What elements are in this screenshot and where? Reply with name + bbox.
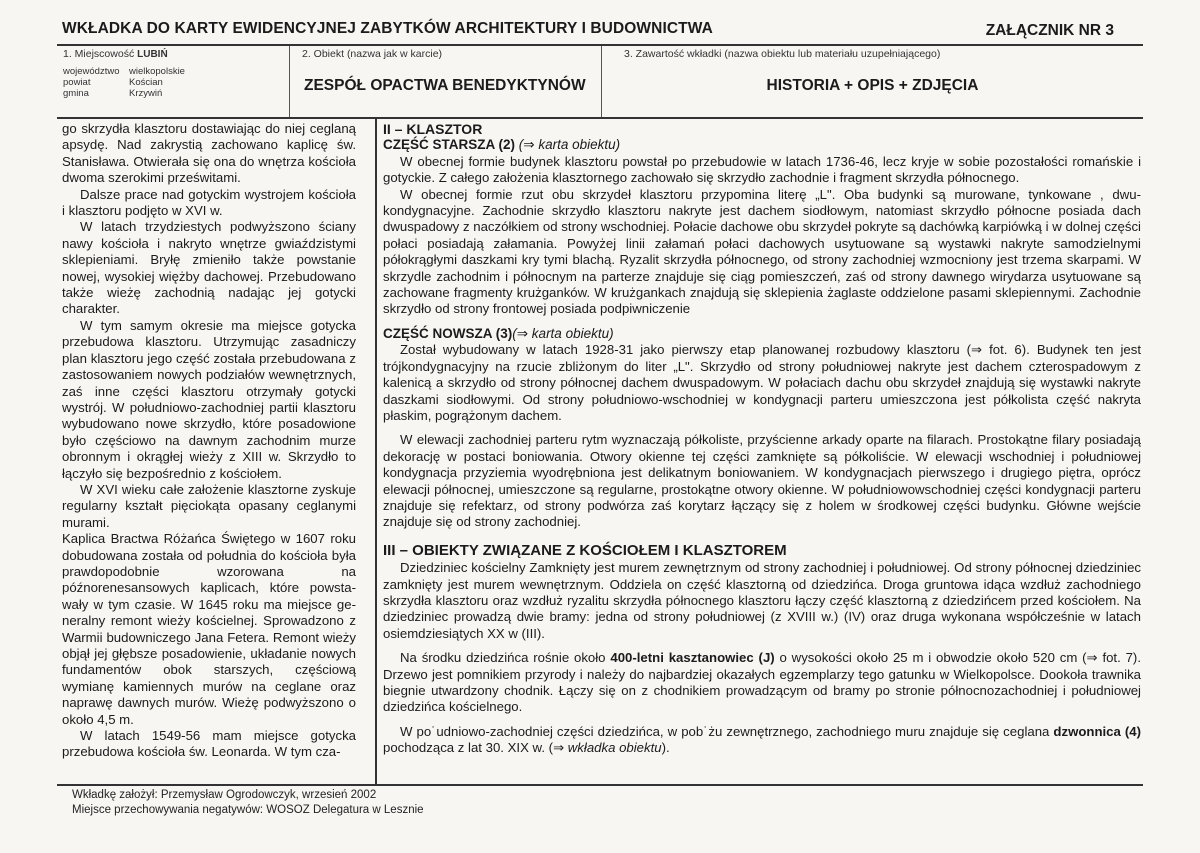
commune-label: gmina	[63, 88, 89, 99]
section-heading-monastery: II – KLASZTOR	[383, 121, 483, 137]
spacer	[383, 716, 1141, 724]
history-paragraph: W tym samym okresie ma miejsce gotycka przebudowa klasztoru. Utrzymując zasadniczy plan klasztoru jego część została przebudowana z zastosowaniem nowych podziałów wewnętrznych, zaś inne części klasztoru otrzymały gotycki wystrój. W południowo-zachodniej partii klasztoru wybudowano nowe skrzydło, które posadowione było częściowo na dawnym zachodnim murze obronnym i okrągłej wieży z XIII w. Skrzydło to łączyło się bezpośrednio z kościołem.	[62, 317, 356, 481]
description-paragraph: W elewacji zachodniej parteru rytm wyznaczają półkoliste, przyścienne arkady oparte na filarach. Prostokątne filary posiadają dekorację w postaci boniowania. Otwory okienne tej części zamknięte są półkoliście. W elewacji wschodniej i południowej kondygnacja przyziemia wyodrębniona jest delikatnym boniowaniem. W kondygnacjach pierwszego i drugiego piętra, oprócz elewacji północnej, umieszczone są regularne, prostokątne otwory okienne. W południowowschodniej części kondygnacji parteru znajduje się refektarz, od strony podwórza zaś korytarz łączący się z holem w środkowej części budynku. Główne wejście znajduje się od strony zachodniej.	[383, 432, 1141, 530]
footer-author: Wkładkę założył: Przemysław Ogrodowczyk, wrzesień 2002	[72, 789, 377, 801]
newer-part-heading: CZĘŚĆ NOWSZA (3)(⇒ karta obiektu)	[383, 325, 614, 341]
meta-rule	[57, 117, 1143, 119]
description-paragraph: Został wybudowany w latach 1928-31 jako pierwszy etap planowanej rozbudowy klasztoru (⇒ fot. 6). Budynek ten jest trójkondygnacyjny na rzucie zbliżonym do liter „L". Skrzydło od strony południowej nakryte jest dachem czterospadowym z kalenicą a skrzydło od strony północnej dachem dwuspadowym. W połaciach dachu obu skrzydeł znajdują się wystawki nakryte daszkami siodłowymi. Od strony południowo-wschodniej w kondygnacji parteru umieszczona jest półkolista część nakryta płaskim, pogrążonym dachem.	[383, 342, 1141, 423]
footer-rule	[57, 784, 1143, 786]
content-value: HISTORIA + OPIS + ZDJĘCIA	[766, 77, 979, 94]
content-label: 3. Zawartość wkładki (nazwa obiektu lub materiału uzupełniającego)	[624, 48, 941, 60]
spacer	[383, 318, 1141, 326]
spacer	[383, 531, 1141, 543]
history-paragraph: Dalsze prace nad gotyckim wystrojem kościoła i klasztoru podjęto w XVI w.	[62, 186, 356, 219]
object-label: 2. Obiekt (nazwa jak w karcie)	[302, 48, 443, 60]
belfry-ref: wkładka obiektu	[567, 740, 662, 756]
history-paragraph: W XVI wieku całe założenie klasztorne zyskuje regularny kształt pięciokąta opasany ceglanymi murami.	[62, 481, 356, 530]
spacer	[383, 424, 1141, 432]
history-paragraph: go skrzydła klasztoru dostawiając do niej ceglaną apsydę. Nad zakrystią zachowano kaplicę św. Stanisława. Otwierała się ona do wnętrza kościoła dwoma szerokimi prześwitami.	[62, 121, 356, 186]
location-value: LUBIŃ	[137, 49, 168, 60]
belfry-highlight: dzwonnica (4)	[1053, 723, 1141, 739]
footer	[62, 788, 424, 817]
commune-value: Krzywiń	[129, 88, 163, 99]
history-paragraph: Kaplica Bractwa Różańca Świętego w 1607 roku dobudowana została od południa do kościoła była prawdopodobnie wzorowana na późnorenesansowych kaplicach, które powstawały w tym czasie. W 1645 roku ma miejsce generalny remont wieży kościelnej. Sprowadzono z Warmii budowniczego Jana Fetera. Remont wieży objął jej głębsze posadowienie, układanie nowych fundamentów obok starszych, częściową wymianę kamiennych murów na ceglane oraz naprawę dawnych murów. Wieżę podwyższono o około 4,5 m.	[62, 531, 356, 727]
district-label: powiat	[63, 77, 91, 88]
spacer	[383, 642, 1141, 650]
history-paragraph: W latach 1549-56 mam miejsce gotycka przebudowa kościoła św. Leonarda. W tym cza-	[62, 728, 356, 760]
object-name: ZESPÓŁ OPACTWA BENEDYKTYNÓW	[304, 77, 586, 94]
section-heading-related-objects: III – OBIEKTY ZWIĄZANE Z KOŚCIOŁEM I KLASZTOREM	[383, 541, 787, 559]
older-part-ref: (⇒ karta obiektu)	[518, 137, 621, 153]
column-divider	[375, 118, 377, 784]
location-label: 1. Miejscowość LUBIŃ	[63, 48, 168, 60]
older-part-heading: CZĘŚĆ STARSZA (2) (⇒ karta obiektu)	[383, 137, 621, 153]
chestnut-paragraph: Na środku dziedzińca rośnie około 400-letni kasztanowiec (J) o wysokości około 25 m i obwodzie około 520 cm (⇒ fot. 7). Drzewo jest pomnikiem przyrody i należy do najbardziej okazałych egzemplarzy tego gatunku w Wielkopolsce. Dookoła trawnika biegnie utwardzony chodnik. Łączy się on z chodnikiem prowadzącym od bramy po stronie północnozachodniej i południowej dziedzińca kościelnego.	[383, 650, 1141, 715]
newer-part-ref: (⇒ karta obiektu)	[512, 325, 614, 341]
location-details	[63, 66, 289, 99]
meta-content-box	[602, 46, 1143, 118]
description-paragraph: Dziedziniec kościelny Zamknięty jest murem zewnętrznym od strony zachodniej i południowej. Od strony północnej dziedziniec zamknięty jest murem wewnętrznym. Oddziela on część klasztorną od dziedzińca. Droga gruntowa idąca wzdłuż zachodniego skrzydła klasztoru oraz wzdłuż ryzalitu skrzydła północnego klasztoru łączy część klasztorną z dziedzińcem przed kościołem. Na dziedziniec prowadzą dwie bramy: jedna od strony południowej (z XVIII w.) (IV) oraz druga wykonana współcześnie w latach osiemdziesiątych XX w (III).	[383, 560, 1141, 641]
meta-location-box	[57, 46, 290, 118]
description-paragraph: W obecnej formie budynek klasztoru powstał po przebudowie w latach 1736-46, lecz kryje w sobie pozostałości romańskie i gotyckie. Z całego założenia klasztornego zachowało się skrzydło zachodnie i fragment skrzydła północnego.	[383, 153, 1141, 186]
description-column	[383, 121, 1141, 757]
voivodeship-label: województwo	[63, 66, 120, 77]
district-value: Kościan	[129, 77, 163, 88]
history-paragraph: W latach trzydziestych podwyższono ściany nawy kościoła i nakryto wnętrze gwiaździstymi sklepieniami. Bryłę zmieniło także powstanie nowej, wysokiej więżby dachowej. Przebudowano także wieżę zachodnią nadając jej gotycki charakter.	[62, 219, 356, 317]
footer-negatives: Miejsce przechowywania negatywów: WOSOZ Delegatura w Lesznie	[72, 803, 424, 816]
meta-object-box	[290, 46, 602, 118]
history-column	[62, 121, 356, 761]
document-title: WKŁADKA DO KARTY EWIDENCYJNEJ ZABYTKÓW ARCHITEKTURY I BUDOWNICTWA	[62, 20, 713, 37]
chestnut-highlight: 400-letni kasztanowiec (J)	[610, 650, 775, 666]
annex-label: ZAŁĄCZNIK NR 3	[985, 22, 1114, 39]
belfry-paragraph: W po˙udniowo-zachodniej części dziedzińca, w pob˙żu zewnętrznego, zachodniego muru znajduje się ceglana dzwonnica (4) pochodząca z lat 30. XIX w. (⇒ wkładka obiektu).	[383, 723, 1141, 756]
description-paragraph: W obecnej formie rzut obu skrzydeł klasztoru przypomina literę „L". Oba budynki są murowane, tynkowane , dwukondygnacyjne. Zachodnie skrzydło klasztoru nakryte jest dachem siodłowym, natomiast skrzydło północne posiada dach dwuspadowy z naczółkiem od strony wschodniej. Połacie dachowe obu skrzydeł pokryte są dachówką karpiówką i w dolnej części połaci posiadają załamania. Powyżej linii załamań połaci dachowych usytuowane są wystawki nakryte samodzielnymi półokrągłymi daszkami kry tymi blachą. Ryzalit skrzydła północnego, od strony zachodniej wzmocniony jest trzema skarpami. W skrzydle zachodnim i północnym na parterze znajduje się ciąg pomieszczeń, zaś od strony dawnego wirydarza usytuowane są zachowane fragmenty krużganków. W krużgankach znajdują się sklepienia żaglaste oddzielone pasami sklepiennymi. Zachodnie skrzydło od strony frontowej posiada podpiwniczenie	[383, 186, 1141, 317]
voivodeship-value: wielkopolskie	[129, 66, 185, 77]
